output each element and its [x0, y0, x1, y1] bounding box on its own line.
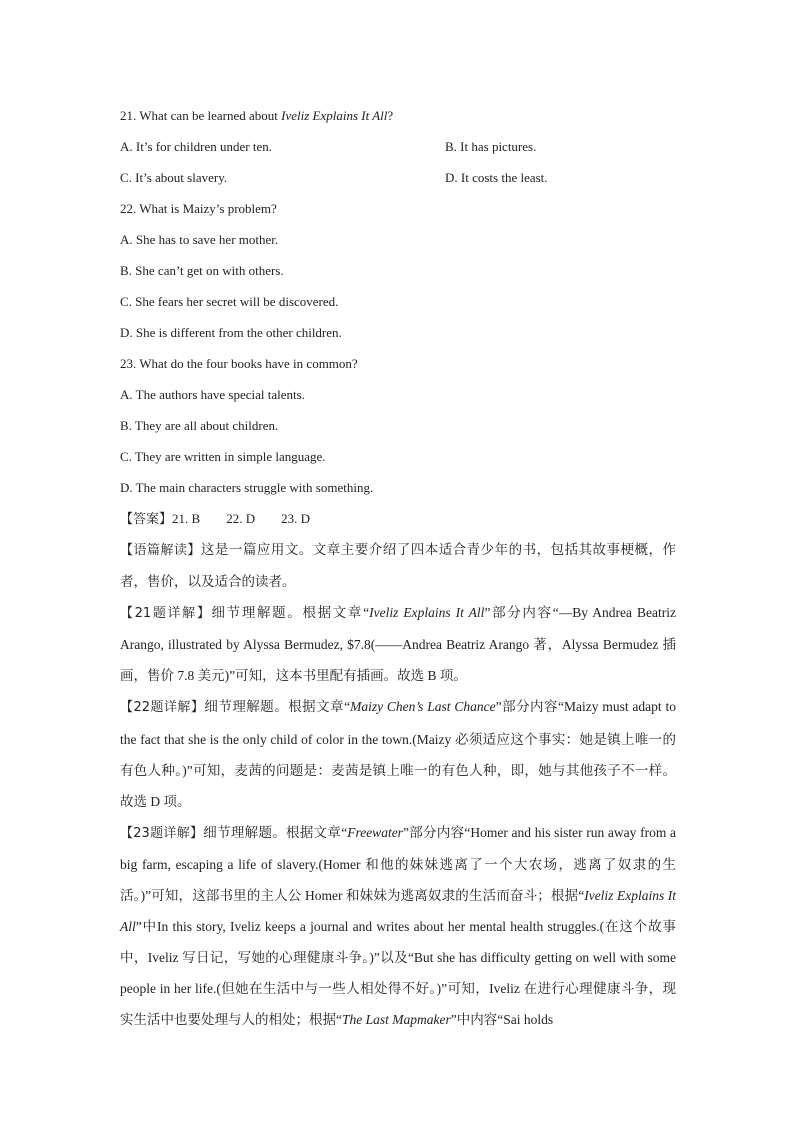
- detail-23-label: 【23题详解】: [120, 825, 204, 841]
- q21-stem-end: ?: [387, 108, 394, 123]
- summary-label: 【语篇解读】: [120, 543, 201, 558]
- summary-text: 这是一篇应用文。文章主要介绍了四本适合青少年的书，包括其故事梗概，作者，售价，以及适合的读者。: [120, 542, 676, 590]
- q23-option-d: D. The main characters struggle with something.: [120, 480, 374, 495]
- q21-stem: [120, 100, 676, 131]
- detail-22-book-title: Maizy Chen’s Last Chance: [350, 699, 496, 715]
- detail-22-text-1: 细节理解题。根据文章“: [204, 699, 351, 715]
- q21-option-d: D. It costs the least.: [445, 170, 548, 185]
- detail-21-paragraph: [120, 597, 676, 691]
- q22-stem: 22. What is Maizy’s problem?: [120, 201, 277, 216]
- detail-23-paragraph: [120, 817, 676, 1036]
- q21-book-title: Iveliz Explains It All: [281, 108, 388, 123]
- detail-22-text-2: ”部分内容“Maizy must adapt to the fact that she is the only child of color in the town.(Maizy 必须适应这个事实：她是镇上唯一的有色人种。)”可知，麦茜的问题是：麦茜是镇上唯一的有色人种，即，她与其他孩子不一样。故选 D 项。: [120, 699, 677, 809]
- q21-option-c: C. It’s about slavery.: [120, 170, 228, 185]
- detail-23-text-3: ”中In this story, Iveliz keeps a journal and writes about her mental health struggles.(在这个故事中，Iveliz 写日记，写她的心理健康斗争。)”以及“But she has difficulty getting on well with some people in her life.(但她在生活中与一些人相处得不好。)”可知，Iveliz 在进行心理健康斗争，现实生活中也要处理与人的相处；根据“: [120, 919, 676, 1028]
- q23-option-b: B. They are all about children.: [120, 418, 279, 433]
- q22-option-c: C. She fears her secret will be discovered.: [120, 294, 339, 309]
- answer-23: 23. D: [281, 511, 310, 526]
- q22-option-b: B. She can’t get on with others.: [120, 263, 284, 278]
- detail-23-text-2: ”部分内容“Homer and his sister run away from a big farm, escaping a life of slavery.(Homer 和他的妹妹逃离了一个大农场，逃离了奴隶的生活。)”可知，这部书里的主人公 Homer 和妹妹为逃离奴隶的生活而奋斗；根据“: [120, 824, 676, 904]
- q21-option-b: B. It has pictures.: [445, 139, 537, 154]
- detail-21-label: 【21题详解】: [120, 606, 212, 622]
- detail-22-paragraph: [120, 691, 676, 816]
- answer-21: 21. B: [172, 511, 201, 526]
- detail-23-text-4: ”中内容“Sai holds: [450, 1012, 554, 1028]
- q21-stem-text: 21. What can be learned about: [120, 108, 282, 123]
- q21-option-a: A. It’s for children under ten.: [120, 139, 272, 154]
- detail-21-book-title: Iveliz Explains It All: [369, 605, 485, 621]
- detail-23-book-title-2: Iveliz Explains It All: [120, 888, 676, 935]
- detail-23-book-title-3: The Last Mapmaker: [342, 1012, 451, 1028]
- detail-21-text-2: ”部分内容“—By Andrea Beatriz Arango, illustrated by Alyssa Bermudez, $7.8(——Andrea Beatriz Arango 著，Alyssa Bermudez 插画，售价 7.8 美元)”可知，这本书里配有插画。故选 B 项。: [120, 605, 677, 684]
- answer-label: 【答案】: [120, 512, 173, 527]
- summary-paragraph: [120, 534, 676, 597]
- detail-21-text-1: 细节理解题。根据文章“: [211, 605, 370, 621]
- answer-22: 22. D: [226, 511, 256, 526]
- q23-stem: 23. What do the four books have in common?: [120, 356, 358, 371]
- detail-23-book-title-1: Freewater: [347, 824, 403, 840]
- q22-option-d: D. She is different from the other children.: [120, 325, 342, 340]
- document-page: [120, 100, 676, 1036]
- q21-options-row-2: [120, 162, 676, 193]
- detail-23-text-1: 细节理解题。根据文章“: [203, 824, 348, 840]
- q21-options-row-1: [120, 131, 676, 162]
- detail-22-label: 【22题详解】: [120, 700, 205, 716]
- answer-line: [120, 503, 676, 534]
- q22-option-a: A. She has to save her mother.: [120, 232, 279, 247]
- q23-option-a: A. The authors have special talents.: [120, 387, 305, 402]
- q23-option-c: C. They are written in simple language.: [120, 449, 326, 464]
